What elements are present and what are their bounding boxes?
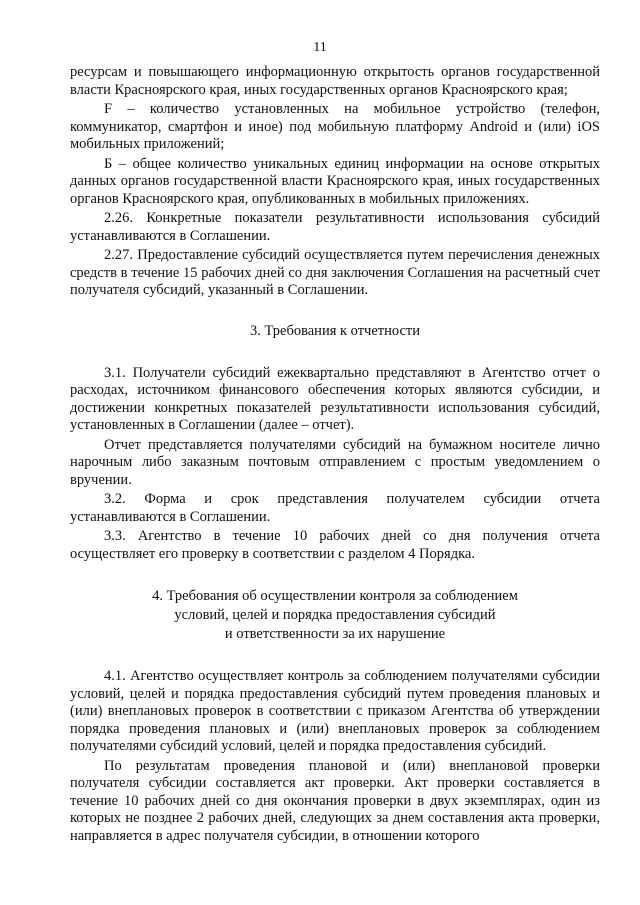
paragraph: Отчет представляется получателями субсидий на бумажном носителе лично нарочным либо заказным почтовым отправлением с простым уведомлением о вручении. [70,436,600,488]
paragraph: 3.3. Агентство в течение 10 рабочих дней со дня получения отчета осуществляет его проверку в соответствии с разделом 4 Порядка. [70,528,600,562]
section-heading-line: 4. Требования об осуществлении контроля за соблюдением [152,588,518,604]
section-heading-line: условий, целей и порядка предоставления субсидий [174,607,496,623]
section-heading-line: 3. Требования к отчетности [249,322,421,339]
paragraph: 2.26. Конкретные показатели результативности использования субсидий устанавливаются в Соглашении. [70,210,600,244]
document-body [70,64,600,845]
section-heading-line: и ответственности за их нарушение [224,626,446,642]
paragraph: 3.1. Получатели субсидий ежеквартально представляют в Агентство отчет о расходах, источником финансового обеспечения которых являются субсидии, и достижении конкретных показателей результативности использования субсидий, установленных в Соглашении (далее – отчет). [70,364,600,433]
paragraph: 4.1. Агентство осуществляет контроль за соблюдением получателями субсидии условий, целей и порядка предоставления субсидий путем проведения плановых и (или) внеплановых проверок в соответствии с приказом Агентства об утверждении порядка проведения плановых и (или) внеплановых проверок за соблюдением получателями субсидий условий, целей и порядка предоставления субсидий. [70,668,600,754]
paragraph: F – количество установленных на мобильное устройство (телефон, коммуникатор, смартфон и иное) под мобильную платформу Android и (или) iOS мобильных приложений; [70,101,600,152]
section-heading [70,322,600,341]
paragraph: 3.2. Форма и срок представления получателем субсидии отчета устанавливаются в Соглашении. [70,491,600,525]
section-heading [70,587,600,644]
paragraph: По результатам проведения плановой и (или) внеплановой проверки получателя субсидии составляется акт проверки. Акт проверки составляется в течение 10 рабочих дней со дня окончания проверки в двух экземплярах, один из которых не позднее 2 рабочих дней, следующих за днем составления акта проверки, направляется в адрес получателя субсидии, в отношении которого [70,757,600,844]
paragraph: ресурсам и повышающего информационную открытость органов государственной власти Красноярского края, иных государственных органов Красноярского края; [70,64,600,98]
page-number: 11 [313,40,327,55]
paragraph: 2.27. Предоставление субсидий осуществляется путем перечисления денежных средств в течение 15 рабочих дней со дня заключения Соглашения на расчетный счет получателя субсидий, указанный в Соглашении. [70,247,600,298]
paragraph: Б – общее количество уникальных единиц информации на основе открытых данных органов государственной власти Красноярского края, иных государственных органов Красноярского края, опубликованных в мобильных приложениях. [70,155,600,207]
